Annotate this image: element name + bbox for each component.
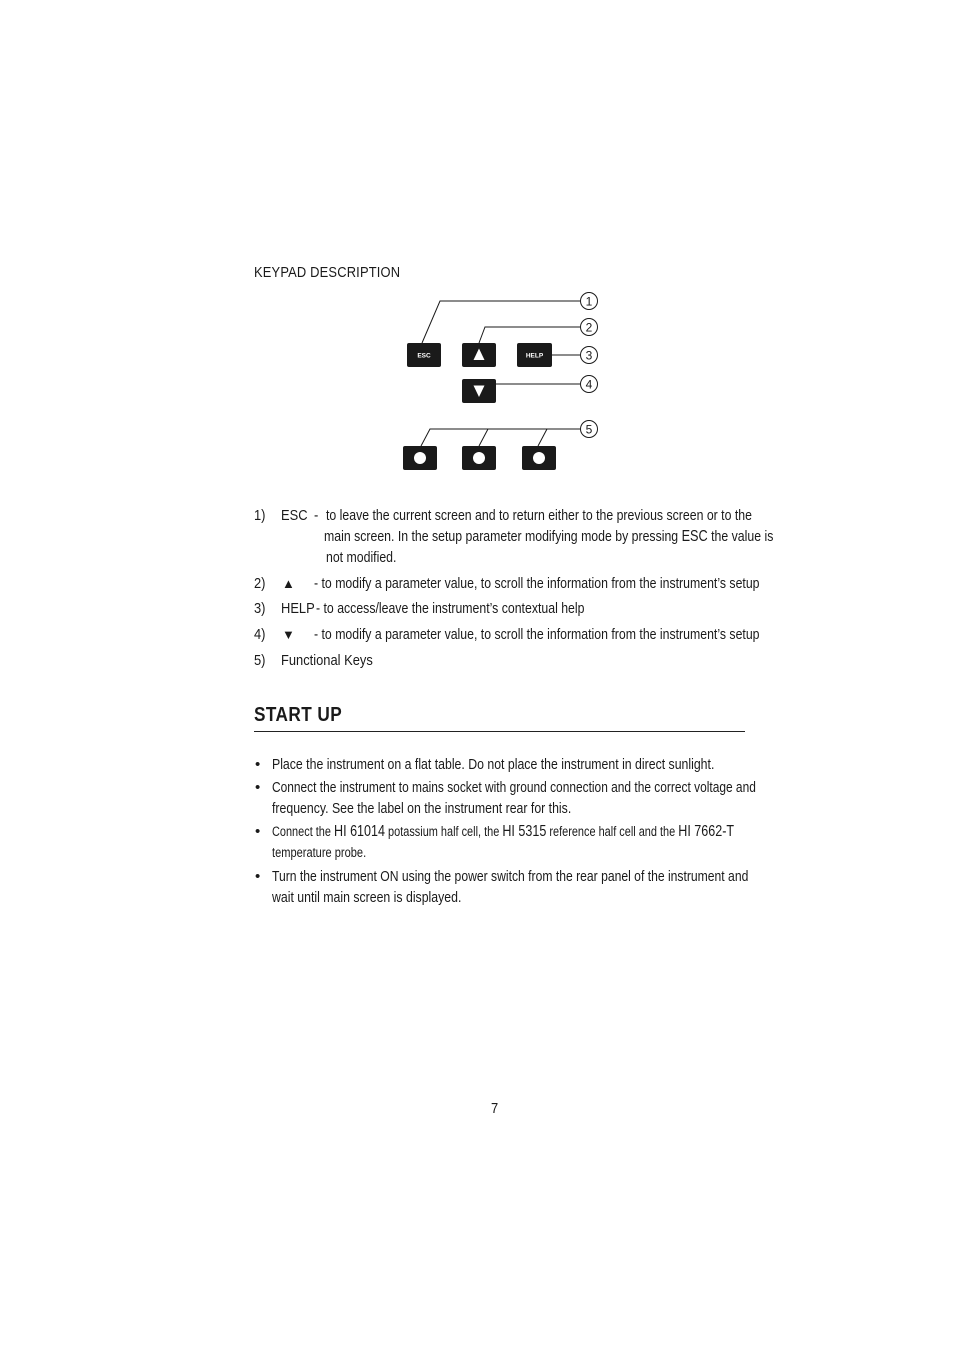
key-name: HELP [281, 600, 315, 617]
keypad-diagram [395, 288, 610, 473]
function-key-2-dot [473, 452, 485, 464]
key-description [314, 573, 760, 594]
page-number: 7 [491, 1100, 499, 1117]
key-dash: - [314, 507, 319, 524]
callout-label-3: 3 [585, 348, 593, 363]
callout-line-1 [422, 301, 580, 343]
key-number: 3) [254, 600, 266, 617]
esc-desc-line-2-text: main screen. In the setup parameter modifying mode by pressing [324, 528, 679, 545]
bullet-text: frequency. See the label on the instrument rear for this. [272, 800, 572, 817]
function-key-3-dot [533, 452, 545, 464]
callout-label-1: 1 [585, 294, 593, 309]
bullet-text: Connect the instrument to mains socket with ground connection and the correct voltage and [272, 779, 756, 796]
key-number: 5) [254, 652, 266, 669]
callout-label-5: 5 [585, 422, 593, 437]
callout-line-2 [479, 327, 580, 343]
key-name: ESC [281, 507, 308, 524]
esc-key-label: ESC [417, 352, 431, 360]
callout-line-5 [421, 429, 580, 446]
b3-text-a: Connect the [272, 824, 331, 839]
bullet-dot: • [255, 756, 261, 773]
key-description [314, 624, 760, 645]
product-code-hi7662t: HI 7662-T [678, 823, 735, 840]
bullet-text: Turn the instrument ON using the power switch from the rear panel of the instrument and [272, 868, 749, 885]
esc-desc-line-3: not modified. [326, 549, 397, 566]
esc-desc-line-2-end: the value is [711, 528, 774, 545]
help-desc-text: - to access/leave the instrument’s contextual help [316, 600, 585, 617]
bullet-text: Place the instrument on a flat table. Do not place the instrument in direct sunlight. [272, 756, 715, 773]
down-arrow-icon: ▼ [282, 627, 295, 642]
b3-text-e: reference half cell and the [549, 824, 676, 839]
help-key-label: HELP [525, 352, 544, 360]
key-name: Functional Keys [281, 652, 373, 669]
product-code-hi61014: HI 61014 [334, 823, 385, 840]
esc-desc-line-1: to leave the current screen and to return either to the previous screen or to the [326, 507, 752, 524]
startup-title: START UP [254, 704, 343, 726]
product-code-hi5315: HI 5315 [502, 823, 547, 840]
key-description [316, 598, 746, 619]
up-arrow-icon: ▲ [282, 576, 295, 591]
esc-desc-line-2 [324, 526, 774, 547]
esc-desc-esc-word: ESC [681, 528, 708, 545]
key-number: 2) [254, 575, 266, 592]
key-description [324, 505, 774, 568]
bullet-text: temperature probe. [272, 845, 367, 860]
bullet-dot: • [255, 823, 261, 840]
key-number: 1) [254, 507, 266, 524]
title-divider [254, 731, 745, 732]
bullet-dot: • [255, 779, 261, 796]
callout-label-4: 4 [585, 377, 593, 392]
section-heading: KEYPAD DESCRIPTION [254, 264, 401, 281]
bullet-text: wait until main screen is displayed. [272, 889, 462, 906]
bullet-text [272, 821, 735, 842]
up-desc-text: - to modify a parameter value, to scroll the information from the instrument’s setup [314, 575, 760, 592]
key-number: 4) [254, 626, 266, 643]
function-key-1-dot [414, 452, 426, 464]
b3-text-c: potassium half cell, the [388, 824, 500, 839]
callout-label-2: 2 [585, 320, 593, 335]
down-desc-text: - to modify a parameter value, to scroll the information from the instrument’s setup [314, 626, 760, 643]
bullet-dot: • [255, 868, 261, 885]
